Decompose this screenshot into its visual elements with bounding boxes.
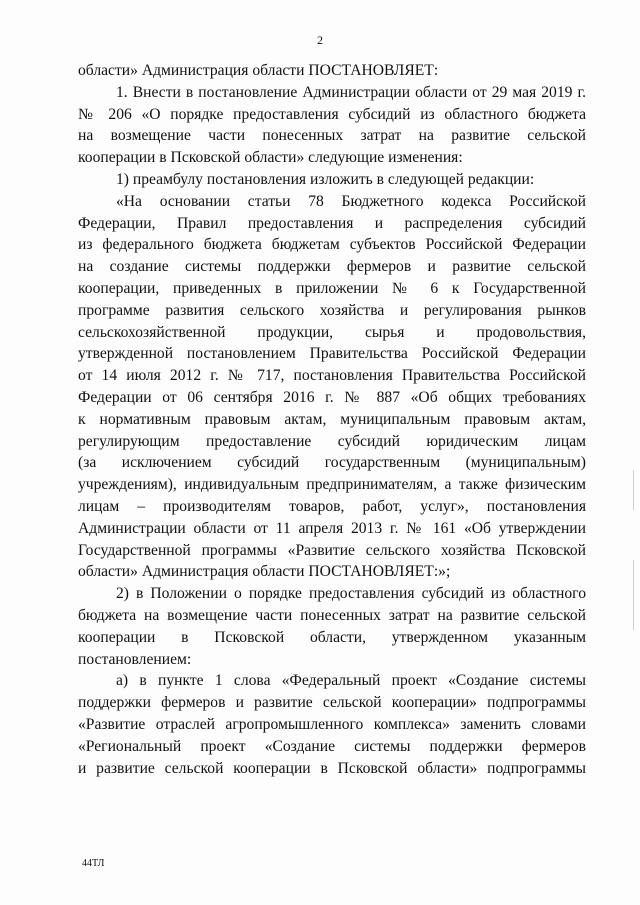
- text-line: «Развитие отраслей агропромышленного комплекса» заменить словами: [78, 715, 586, 733]
- text-line: к нормативным правовым актам, муниципальным правовым актам,: [78, 410, 586, 428]
- text-line: на создание системы поддержки фермеров и развитие сельской: [78, 258, 586, 276]
- text-line: 1. Внести в постановление Администрации области от 29 мая 2019 г.: [116, 83, 586, 101]
- text-line: регулирующим предоставление субсидий юридическим лицам: [78, 432, 586, 450]
- footer-code: 44ТЛ: [82, 858, 105, 869]
- text-line: утвержденной постановлением Правительства Российской Федерации: [78, 345, 586, 363]
- scan-edge-mark: [633, 560, 634, 630]
- text-line: сельскохозяйственной продукции, сырья и продовольствия,: [78, 323, 586, 341]
- text-line: Государственной программы «Развитие сельского хозяйства Псковской: [78, 541, 586, 559]
- text-line: Администрации области от 11 апреля 2013 г. № 161 «Об утверждении: [78, 519, 586, 537]
- text-line: учреждениям), индивидуальным предпринимателям, а также физическим: [78, 476, 586, 494]
- text-line: Федерации, Правил предоставления и распределения субсидий: [78, 214, 586, 232]
- text-line: лицам – производителям товаров, работ, услуг», постановления: [78, 497, 586, 515]
- text-line: кооперации в Псковской области» следующие изменения:: [78, 149, 463, 167]
- page-number: 2: [317, 33, 323, 47]
- text-line: 1) преамбулу постановления изложить в следующей редакции:: [116, 170, 535, 188]
- text-line: а) в пункте 1 слова «Федеральный проект «Создание системы: [116, 672, 586, 690]
- text-line: «Региональный проект «Создание системы поддержки фермеров: [78, 737, 586, 755]
- text-line: постановлением:: [78, 650, 192, 668]
- text-line: от 14 июля 2012 г. № 717, постановления Правительства Российской: [78, 367, 586, 385]
- text-line: области» Администрация области ПОСТАНОВЛЯЕТ:»;: [78, 563, 451, 581]
- scan-edge-mark: [633, 470, 634, 510]
- text-line: и развитие сельской кооперации в Псковской области» подпрограммы: [78, 759, 586, 777]
- text-line: поддержки фермеров и развитие сельской кооперации» подпрограммы: [78, 694, 586, 712]
- text-line: 2) в Положении о порядке предоставления субсидий из областного: [116, 585, 586, 603]
- text-line: на возмещение части понесенных затрат на развитие сельской: [78, 127, 586, 145]
- text-line: (за исключением субсидий государственным (муниципальным): [78, 454, 586, 472]
- text-line: программе развития сельского хозяйства и регулирования рынков: [78, 301, 586, 319]
- document-body: [78, 60, 586, 779]
- text-line: «На основании статьи 78 Бюджетного кодекса Российской: [116, 192, 586, 210]
- text-line: кооперации, приведенных в приложении № 6 к Государственной: [78, 279, 586, 297]
- text-line: № 206 «О порядке предоставления субсидий из областного бюджета: [78, 105, 586, 123]
- text-line: из федерального бюджета бюджетам субъектов Российской Федерации: [78, 236, 586, 254]
- text-line: бюджета на возмещение части понесенных затрат на развитие сельской: [78, 606, 586, 624]
- text-line: области» Администрация области ПОСТАНОВЛЯЕТ:: [78, 62, 439, 79]
- text-line: кооперации в Псковской области, утвержденном указанным: [78, 628, 586, 646]
- text-line: Федерации от 06 сентября 2016 г. № 887 «Об общих требованиях: [78, 388, 586, 406]
